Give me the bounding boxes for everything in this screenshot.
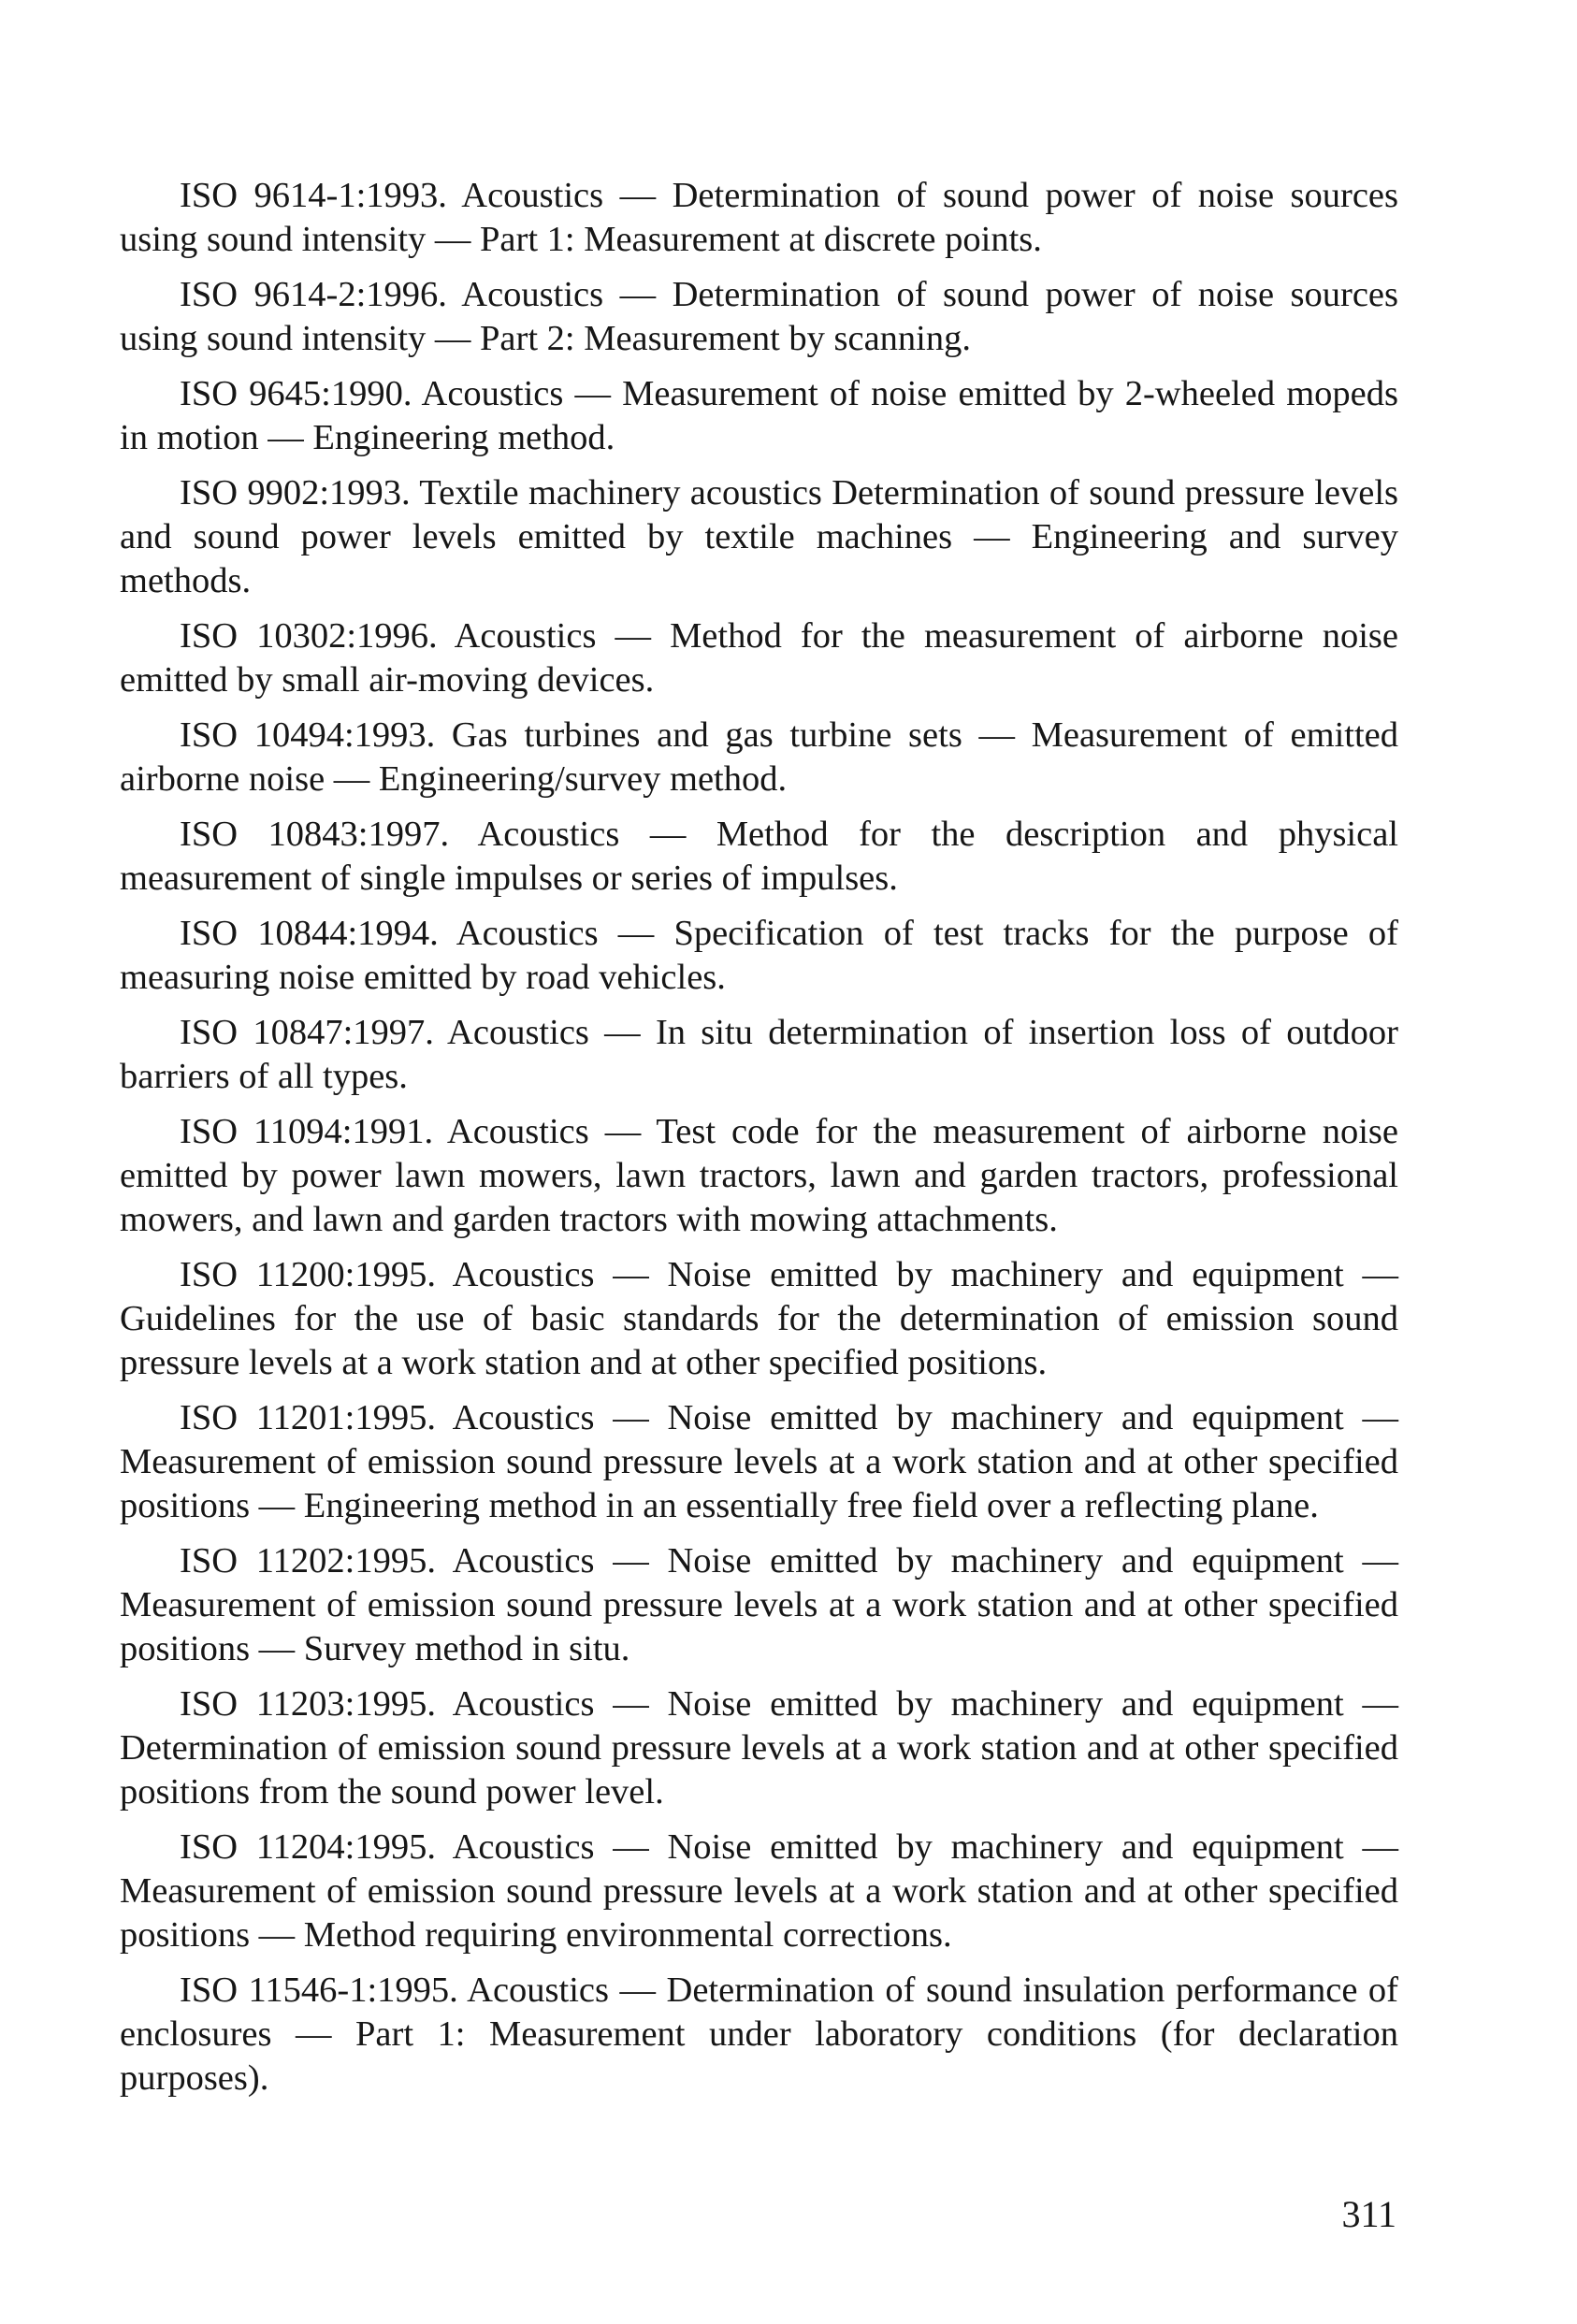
reference-iso-10847: ISO 10847:1997. Acoustics — In situ determination of insertion loss of outdoor barriers of all types. <box>120 1013 1398 1096</box>
reference-iso-11204: ISO 11204:1995. Acoustics — Noise emitted by machinery and equipment — Measurement of emission sound pressure levels at a work station and at other specified positions — Method requiring environmental corrections. <box>120 1827 1398 1955</box>
reference-iso-9902: ISO 9902:1993. Textile machinery acoustics Determination of sound pressure levels and sound power levels emitted by textile machines — Engineering and survey methods. <box>120 473 1398 600</box>
reference-iso-11546-1: ISO 11546-1:1995. Acoustics — Determination of sound insulation performance of enclosures — Part 1: Measurement under laboratory conditions (for declaration purposes). <box>120 1970 1398 2098</box>
reference-iso-9614-2: ISO 9614-2:1996. Acoustics — Determination of sound power of noise sources using sound intensity — Part 2: Measurement by scanning. <box>120 275 1398 358</box>
reference-iso-11202: ISO 11202:1995. Acoustics — Noise emitted by machinery and equipment — Measurement of emission sound pressure levels at a work station and at other specified positions — Survey method in situ. <box>120 1541 1398 1668</box>
reference-iso-11200: ISO 11200:1995. Acoustics — Noise emitted by machinery and equipment — Guidelines for the use of basic standards for the determination of emission sound pressure levels at a work station and at other specified positions. <box>120 1255 1398 1382</box>
page-number: 311 <box>1341 2193 1396 2235</box>
reference-iso-10494: ISO 10494:1993. Gas turbines and gas turbine sets — Measurement of emitted airborne noise — Engineering/survey method. <box>120 715 1398 799</box>
reference-list <box>120 174 1398 2112</box>
reference-iso-9645: ISO 9645:1990. Acoustics — Measurement of noise emitted by 2-wheeled mopeds in motion — Engineering method. <box>120 374 1398 457</box>
reference-iso-11094: ISO 11094:1991. Acoustics — Test code for the measurement of airborne noise emitted by power lawn mowers, lawn tractors, lawn and garden tractors, professional mowers, and lawn and garden tractors with mowing attachments. <box>120 1112 1398 1239</box>
reference-iso-10844: ISO 10844:1994. Acoustics — Specification of test tracks for the purpose of measuring noise emitted by road vehicles. <box>120 914 1398 997</box>
reference-iso-10843: ISO 10843:1997. Acoustics — Method for the description and physical measurement of single impulses or series of impulses. <box>120 815 1398 898</box>
reference-iso-11201: ISO 11201:1995. Acoustics — Noise emitted by machinery and equipment — Measurement of emission sound pressure levels at a work station and at other specified positions — Engineering method in an essentially free field over a reflecting plane. <box>120 1398 1398 1525</box>
reference-iso-9614-1: ISO 9614-1:1993. Acoustics — Determination of sound power of noise sources using sound intensity — Part 1: Measurement at discrete points. <box>120 176 1398 259</box>
reference-iso-11203: ISO 11203:1995. Acoustics — Noise emitted by machinery and equipment — Determination of emission sound pressure levels at a work station and at other specified positions from the sound power level. <box>120 1684 1398 1812</box>
reference-iso-10302: ISO 10302:1996. Acoustics — Method for the measurement of airborne noise emitted by small air-moving devices. <box>120 616 1398 700</box>
